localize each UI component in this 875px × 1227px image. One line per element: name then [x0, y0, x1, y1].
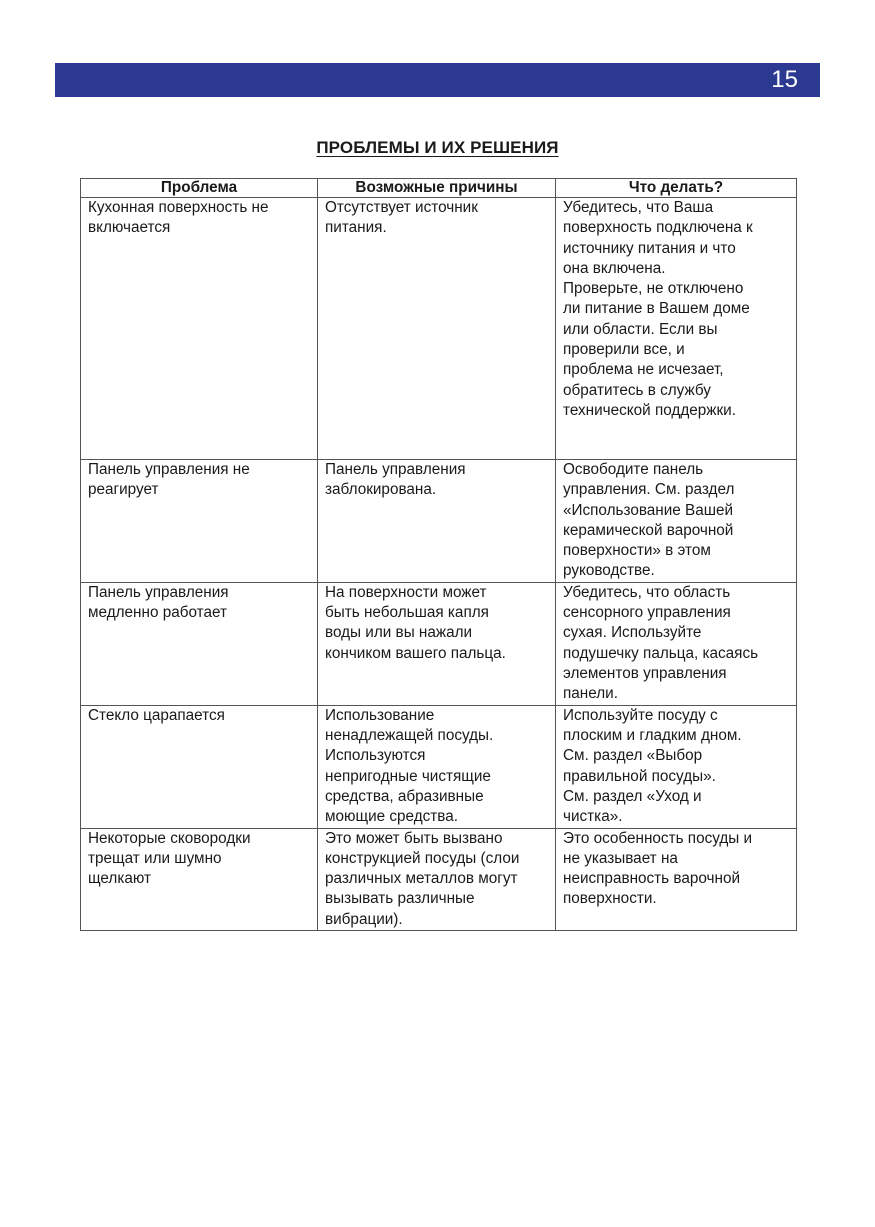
cell-action	[556, 828, 797, 930]
action-text: Используйте посуду с плоским и гладким дном. См. раздел «Выбор правильной посуды». См. раздел «Уход и чистка».	[563, 706, 742, 826]
cause-text: Использование ненадлежащей посуды. Используются непригодные чистящие средства, абразивные моющие средства.	[325, 706, 494, 826]
cell-problem	[81, 828, 318, 930]
table-row	[81, 198, 797, 460]
page-title	[0, 138, 875, 158]
problem-text: Панель управления не реагирует	[88, 461, 250, 499]
action-text: Убедитесь, что область сенсорного управления сухая. Используйте подушечку пальца, касаясь элементов управления панели.	[563, 583, 759, 703]
table-row	[81, 705, 797, 828]
action-text: Убедитесь, что Ваша поверхность подключена к источнику питания и что она включена. Проверьте, не отключено ли питание в Вашем доме или области. Если вы проверили все, и проблема не исчезает, обратитесь в службу технической поддержки.	[563, 199, 753, 419]
header-bar	[55, 63, 820, 97]
table-row	[81, 582, 797, 705]
troubleshooting-table	[80, 178, 797, 931]
cause-text: Панель управления заблокирована.	[325, 461, 466, 499]
action-text: Освободите панель управления. См. раздел «Использование Вашей керамической варочной поверхности» в этом руководстве.	[563, 461, 735, 580]
problem-text: Стекло царапается	[88, 706, 225, 724]
cell-problem	[81, 705, 318, 828]
header-causes: Возможные причины	[318, 179, 556, 198]
page-title-text: ПРОБЛЕМЫ И ИХ РЕШЕНИЯ	[316, 138, 559, 157]
cell-problem	[81, 582, 318, 705]
cell-cause	[318, 582, 556, 705]
header-actions: Что делать?	[556, 179, 797, 198]
table-row	[81, 828, 797, 930]
cell-cause	[318, 460, 556, 583]
cell-cause	[318, 198, 556, 460]
cause-text: На поверхности может быть небольшая капля воды или вы нажали кончиком вашего пальца.	[325, 583, 506, 662]
cell-problem	[81, 460, 318, 583]
action-text: Это особенность посуды и не указывает на неисправность варочной поверхности.	[563, 829, 753, 908]
cell-action	[556, 705, 797, 828]
cell-cause	[318, 705, 556, 828]
cell-action	[556, 582, 797, 705]
page-number: 15	[771, 66, 798, 93]
cell-cause	[318, 828, 556, 930]
cell-action	[556, 198, 797, 460]
cause-text: Отсутствует источник питания.	[325, 199, 478, 237]
cell-action	[556, 460, 797, 583]
header-problem: Проблема	[81, 179, 318, 198]
table-row	[81, 460, 797, 583]
problem-text: Панель управления медленно работает	[88, 583, 229, 622]
table-header-row	[81, 179, 797, 198]
cell-problem	[81, 198, 318, 460]
cause-text: Это может быть вызвано конструкцией посуды (слои различных металлов могут вызывать различные вибрации).	[325, 829, 520, 928]
problem-text: Кухонная поверхность не включается	[88, 199, 269, 237]
problem-text: Некоторые сковородки трещат или шумно щелкают	[88, 829, 251, 888]
